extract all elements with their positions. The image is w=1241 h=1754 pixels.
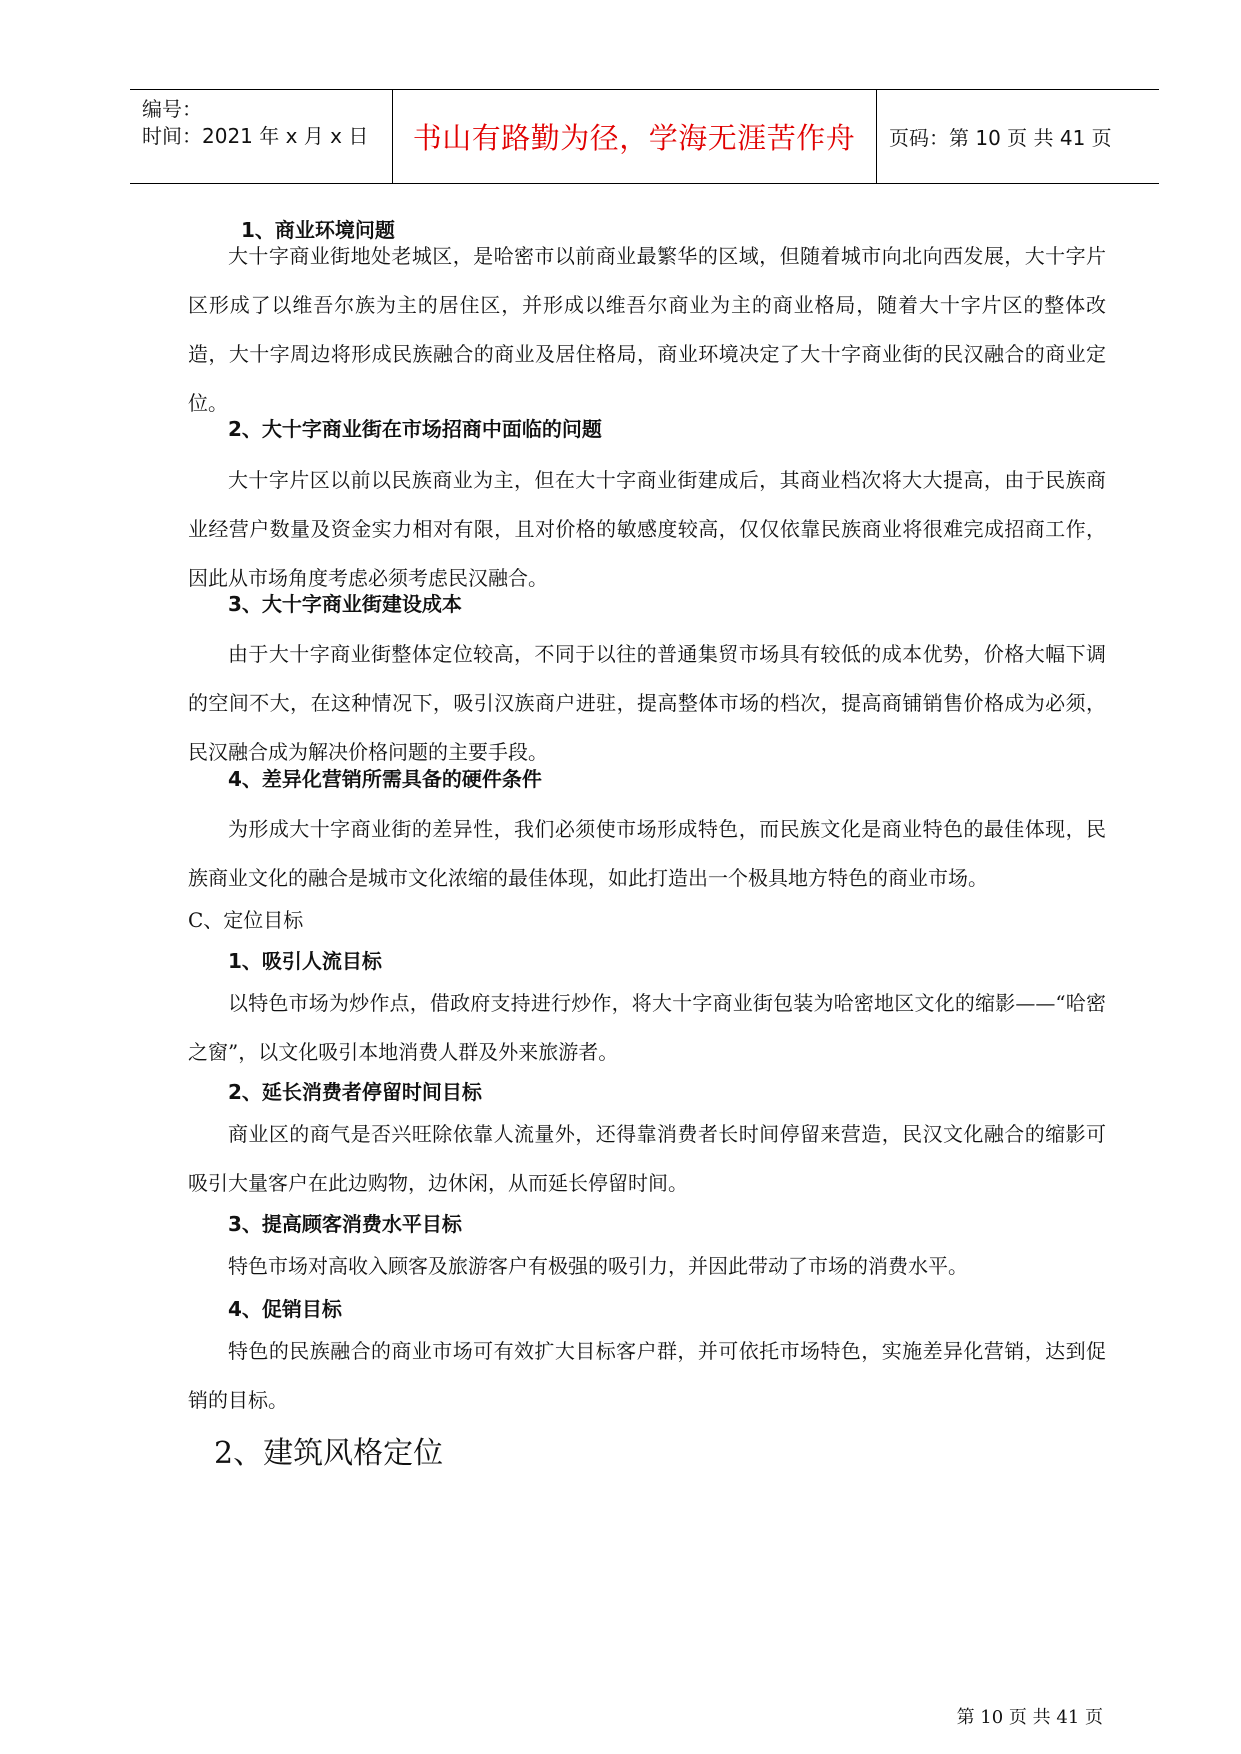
header-meta-cell bbox=[130, 90, 393, 183]
header-motto-cell bbox=[392, 90, 877, 183]
page-footer: 第 10 页 共 41 页 bbox=[956, 1707, 1103, 1728]
header-table bbox=[130, 89, 1159, 184]
paragraph-5: 以特色市场为炒作点，借政府支持进行炒作，将大十字商业街包装为哈密地区文化的缩影——“哈密之窗”，以文化吸引本地消费人群及外来旅游者。 bbox=[188, 991, 1106, 1064]
header-page-cell bbox=[877, 90, 1159, 183]
heading-5: 1、吸引人流目标 bbox=[228, 949, 382, 973]
heading-4: 4、差异化营销所需具备的硬件条件 bbox=[228, 767, 542, 791]
paragraph-1: 大十字商业街地处老城区，是哈密市以前商业最繁华的区域，但随着城市向北向西发展，大十字片区形成了以维吾尔族为主的居住区，并形成以维吾尔商业为主的商业格局，随着大十字片区的整体改造，大十字周边将形成民族融合的商业及居住格局，商业环境决定了大十字商业街的民汉融合的商业定位。 bbox=[188, 244, 1106, 415]
paragraph-4: 为形成大十字商业街的差异性，我们必须使市场形成特色，而民族文化是商业特色的最佳体现，民族商业文化的融合是城市文化浓缩的最佳体现，如此打造出一个极具地方特色的商业市场。 bbox=[188, 817, 1106, 890]
number-label: 编号： bbox=[142, 97, 202, 121]
page-info: 页码：第 10 页 共 41 页 bbox=[889, 126, 1112, 150]
heading-6: 2、延长消费者停留时间目标 bbox=[228, 1080, 482, 1104]
paragraph-3: 由于大十字商业街整体定位较高，不同于以往的普通集贸市场具有较低的成本优势，价格大幅下调的空间不大，在这种情况下，吸引汉族商户进驻，提高整体市场的档次，提高商铺销售价格成为必须，民汉融合成为解决价格问题的主要手段。 bbox=[188, 642, 1106, 764]
section-2-heading: 2、建筑风格定位 bbox=[214, 1436, 444, 1471]
paragraph-8: 特色的民族融合的商业市场可有效扩大目标客户群，并可依托市场特色，实施差异化营销，达到促销的目标。 bbox=[188, 1339, 1106, 1412]
heading-8: 4、促销目标 bbox=[228, 1297, 342, 1321]
heading-2: 2、大十字商业街在市场招商中面临的问题 bbox=[228, 417, 602, 441]
heading-3: 3、大十字商业街建设成本 bbox=[228, 592, 462, 616]
motto: 书山有路勤为径，学海无涯苦作舟 bbox=[412, 121, 856, 155]
paragraph-2: 大十字片区以前以民族商业为主，但在大十字商业街建成后，其商业档次将大大提高，由于民族商业经营户数量及资金实力相对有限，且对价格的敏感度较高，仅仅依靠民族商业将很难完成招商工作，因此从市场角度考虑必须考虑民汉融合。 bbox=[188, 468, 1106, 590]
heading-1: 1、商业环境问题 bbox=[241, 218, 395, 242]
paragraph-6: 商业区的商气是否兴旺除依靠人流量外，还得靠消费者长时间停留来营造，民汉文化融合的缩影可吸引大量客户在此边购物，边休闲，从而延长停留时间。 bbox=[188, 1122, 1106, 1195]
paragraph-7: 特色市场对高收入顾客及旅游客户有极强的吸引力，并因此带动了市场的消费水平。 bbox=[228, 1254, 968, 1278]
heading-7: 3、提高顾客消费水平目标 bbox=[228, 1212, 462, 1236]
time-label: 时间：2021 年 x 月 x 日 bbox=[142, 124, 369, 148]
section-c-heading: C、定位目标 bbox=[188, 908, 304, 932]
